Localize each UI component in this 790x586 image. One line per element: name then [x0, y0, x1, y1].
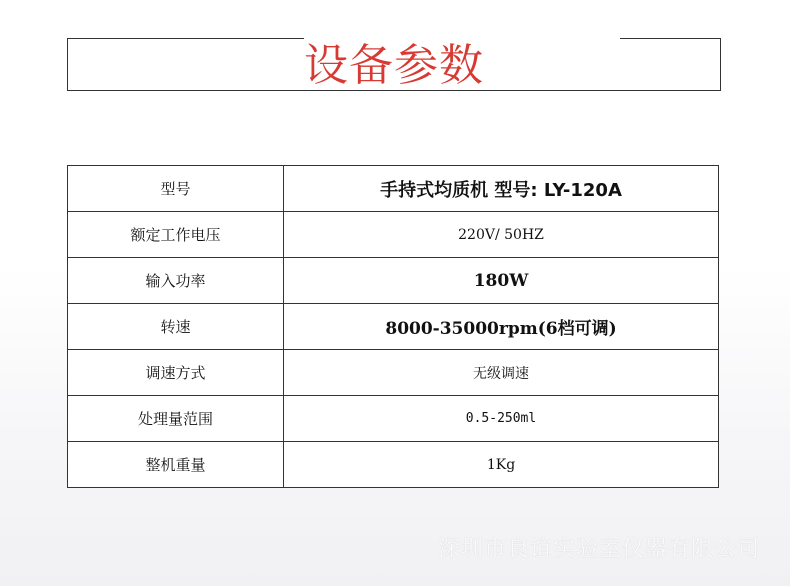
- spec-value-capacity: 0.5-250ml: [284, 396, 719, 442]
- table-row: [68, 396, 719, 442]
- spec-label-weight: 整机重量: [68, 442, 284, 488]
- table-row: [68, 304, 719, 350]
- spec-value-power: 180W: [284, 258, 719, 304]
- spec-label-speed-control: 调速方式: [68, 350, 284, 396]
- table-row: [68, 442, 719, 488]
- spec-value-speed-control: 无级调速: [284, 350, 719, 396]
- spec-value-weight: 1Kg: [284, 442, 719, 488]
- company-watermark: 深圳市良谊实验室仪器有限公司: [437, 537, 760, 562]
- spec-table: [67, 165, 719, 488]
- spec-label-speed: 转速: [68, 304, 284, 350]
- table-row: [68, 166, 719, 212]
- table-row: [68, 350, 719, 396]
- spec-value-speed: 8000-35000rpm(6档可调): [284, 304, 719, 350]
- spec-value-model: 手持式均质机 型号: LY-120A: [284, 166, 719, 212]
- spec-label-power: 输入功率: [68, 258, 284, 304]
- spec-label-model: 型号: [68, 166, 284, 212]
- title-box: [67, 38, 721, 91]
- spec-label-voltage: 额定工作电压: [68, 212, 284, 258]
- page-title: 设备参数: [304, 40, 484, 91]
- table-row: [68, 212, 719, 258]
- table-row: [68, 258, 719, 304]
- spec-value-voltage: 220V/ 50HZ: [284, 212, 719, 258]
- spec-label-capacity: 处理量范围: [68, 396, 284, 442]
